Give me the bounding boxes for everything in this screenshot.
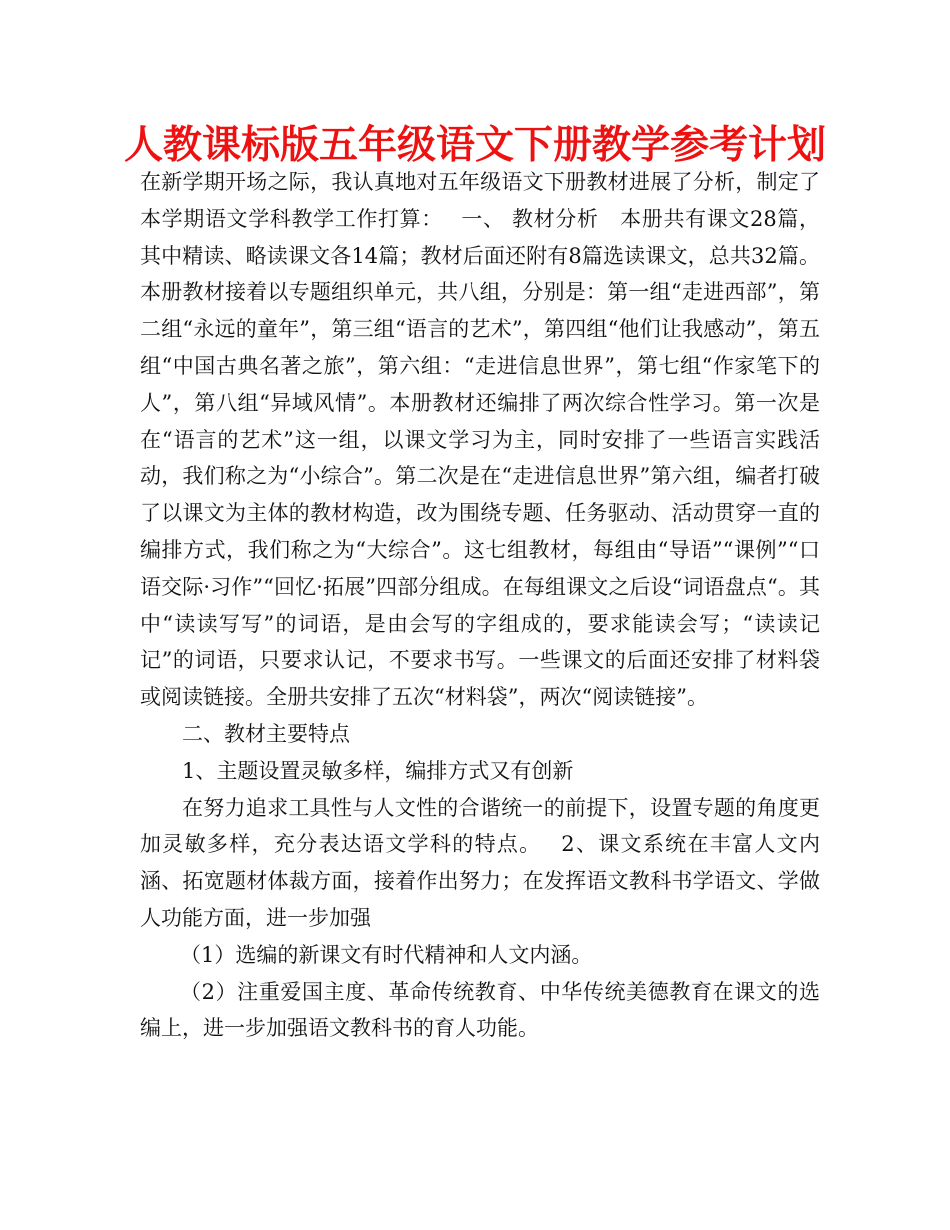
- subheading-theme-setting: 1、主题设置灵敏多样，编排方式又有创新: [182, 758, 574, 783]
- section-heading-features: 二、教材主要特点: [182, 721, 350, 746]
- list-item-1: （1）选编的新课文有时代精神和人文内涵。: [180, 942, 593, 967]
- document-body: [140, 164, 820, 1047]
- document-title: 人教课标版五年级语文下册教学参考计划: [123, 123, 826, 168]
- list-item-2: （2）注重爱国主度、革命传统教育、中华传统美德教育在课文的选编上，进一步加强语文教科书的育人功能。: [140, 979, 820, 1041]
- paragraph-intro: 在新学期开场之际，我认真地对五年级语文下册教材进展了分析，制定了本学期语文学科教学工作打算： 一、 教材分析 本册共有课文28篇，其中精读、略读课文各14篇；教材后面还附有8篇选读课文，总共32篇。本册教材接着以专题组织单元，共八组，分别是：第一组“走进西部”，第二组“永远的童年”，第三组“语言的艺术”，第四组“他们让我感动”，第五组“中国古典名著之旅”，第六组：“走进信息世界”，第七组“作家笔下的人”，第八组“异域风情”。本册教材还编排了两次综合性学习。第一次是在“语言的艺术”这一组，以课文学习为主，同时安排了一些语言实践活动，我们称之为“小综合”。第二次是在“走进信息世界”第六组，编者打破了以课文为主体的教材构造，改为围绕专题、任务驱动、活动贯穿一直的编排方式，我们称之为“大综合”。这七组教材，每组由“导语”“课例”“口语交际·习作”“回忆·拓展”四部分组成。在每组课文之后设“词语盘点“。其中“读读写写”的词语，是由会写的字组成的，要求能读会写；“读读记记”的词语，只要求认记，不要求书写。一些课文的后面还安排了材料袋或阅读链接。全册共安排了五次“材料袋”，两次“阅读链接”。: [140, 170, 820, 710]
- paragraph-theme-setting: 在努力追求工具性与人文性的合谐统一的前提下，设置专题的角度更加灵敏多样，充分表达语文学科的特点。 2、课文系统在丰富人文内涵、拓宽题材体裁方面，接着作出努力；在发挥语文教科书学语文、学做人功能方面，进一步加强: [140, 795, 820, 930]
